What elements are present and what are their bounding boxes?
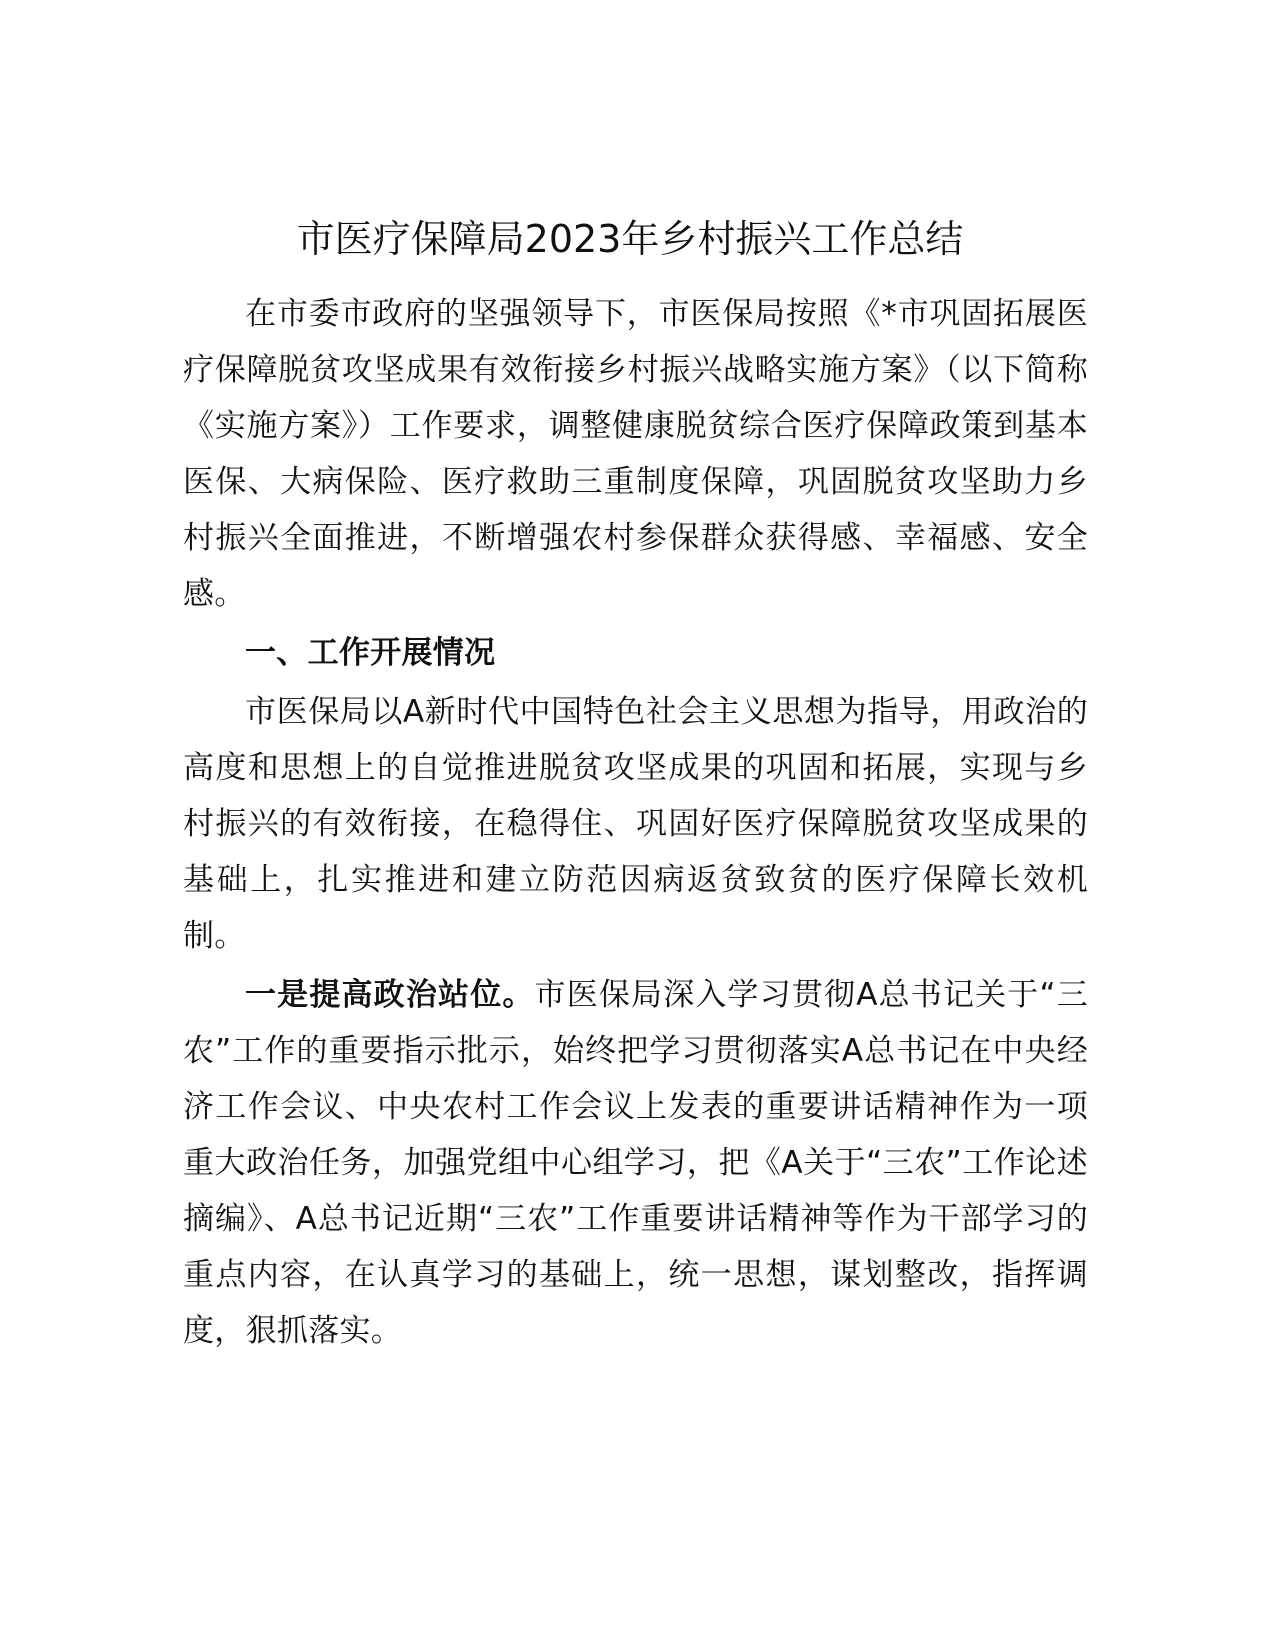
point-paragraph — [183, 967, 1088, 1359]
section-heading: 一、工作开展情况 — [245, 635, 496, 671]
document-title: 市医疗保障局2023年乡村振兴工作总结 — [296, 217, 964, 261]
section-paragraph: 市医保局以A新时代中国特色社会主义思想为指导，用政治的高度和思想上的自觉推进脱贫攻坚成果的巩固和拓展，实现与乡村振兴的有效衔接，在稳得住、巩固好医疗保障脱贫攻坚成果的基础上，扎实推进和建立防范因病返贫致贫的医疗保障长效机制。 — [183, 694, 1088, 954]
document-body — [183, 286, 1088, 1359]
intro-paragraph: 在市委市政府的坚强领导下，市医保局按照《*市巩固拓展医疗保障脱贫攻坚成果有效衔接乡村振兴战略实施方案》（以下简称《实施方案》）工作要求，调整健康脱贫综合医疗保障政策到基本医保、大病保险、医疗救助三重制度保障，巩固脱贫攻坚助力乡村振兴全面推进，不断增强农村参保群众获得感、幸福感、安全感。 — [183, 296, 1088, 612]
point-text: 市医保局深入学习贯彻A总书记关于“三农”工作的重要指示批示，始终把学习贯彻落实A总书记在中央经济工作会议、中央农村工作会议上发表的重要讲话精神作为一项重大政治任务，加强党组中心组学习，把《A关于“三农”工作论述摘编》、A总书记近期“三农”工作重要讲话精神等作为干部学习的重点内容，在认真学习的基础上，统一思想，谋划整改，指挥调度，狠抓落实。 — [183, 977, 1088, 1349]
point-lead: 一是提高政治站位。 — [245, 977, 535, 1013]
